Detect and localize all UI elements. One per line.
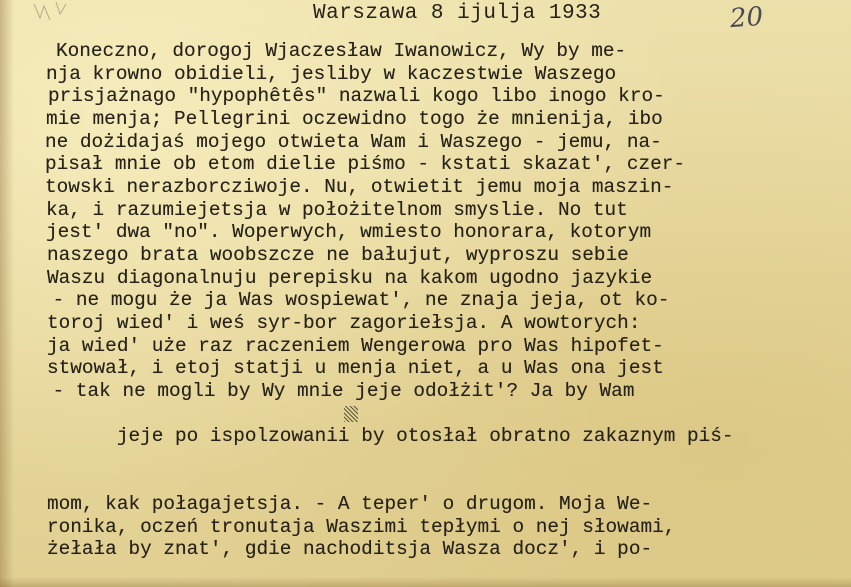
paper-edge-shadow — [0, 0, 14, 587]
letter-line: - tak ne mogli by Wy mnie jeje odołżit'? Ja by Wam — [41, 379, 635, 402]
overtyped-correction-mark — [344, 406, 358, 422]
letter-line: ja wied' uże raz raczeniem Wengerowa pro Was hipofet- — [47, 334, 664, 357]
letter-body — [41, 40, 846, 561]
handwritten-page-number: 20 — [728, 1, 765, 35]
letter-line: żełała by znat', gdie nachoditsja Wasza docz', i po- — [47, 538, 653, 561]
letter-line: naszego brata woobszcze ne bałujut, wyproszu sebie — [47, 243, 629, 266]
paper-bottom-edge — [0, 577, 851, 587]
letter-line: - ne mogu że ja Was wospiewat', ne znaja jeja, ot ko- — [41, 289, 670, 312]
letter-line: ne dożidajaś mojego otwieta Wam i Waszego - jemu, na- — [45, 130, 662, 153]
letter-line: Waszu diagonalnuju perepisku na kakom ugodno jazykie — [47, 266, 653, 289]
letter-line: ronika, oczeń tronutaja Waszimi tepłymi o nej słowami, — [47, 515, 676, 538]
letter-line: jest' dwa "no". Woperwych, wmiesto honorara, kotorym — [46, 221, 652, 244]
letter-line-text: jeje po ispolzowanii by otosłał obratno zakaznym piś- — [116, 425, 734, 448]
letter-line: mom, kak połagajetsja. - A teper' o drugom. Moja We- — [47, 493, 653, 516]
letter-line: toroj wied' i weś syr-bor zagoriełsja. A wowtorych: — [47, 311, 641, 334]
letter-line: nja krowno obidieli, jesliby w kaczestwie Waszego — [46, 62, 617, 85]
letter-line-with-overtype — [47, 403, 846, 494]
letter-line: pisał mnie ob etom dielie piśmo - kstati skazat', czer- — [45, 153, 685, 176]
pencil-scribble-mark — [30, 0, 90, 24]
letter-line: towski nerazborcziwoje. Nu, otwietit jemu moja maszin- — [45, 175, 674, 198]
letter-date: Warszawa 8 ijulja 1933 — [313, 2, 602, 25]
letter-line: ka, i razumiejetsja w położitelnom smyslie. No tut — [46, 198, 628, 221]
letter-line: stwował, i etoj statji u menja niet, a u Was ona jest — [47, 357, 664, 380]
letter-line: Koneczno, dorogoj Wjaczesław Iwanowicz, Wy by me- — [56, 40, 627, 62]
letter-line: prisjażnago "hypophêtês" nazwali kogo libo inogo kro- — [48, 85, 665, 108]
letter-line: mie menja; Pellegrini oczewidno togo że mnienija, ibo — [46, 107, 663, 130]
